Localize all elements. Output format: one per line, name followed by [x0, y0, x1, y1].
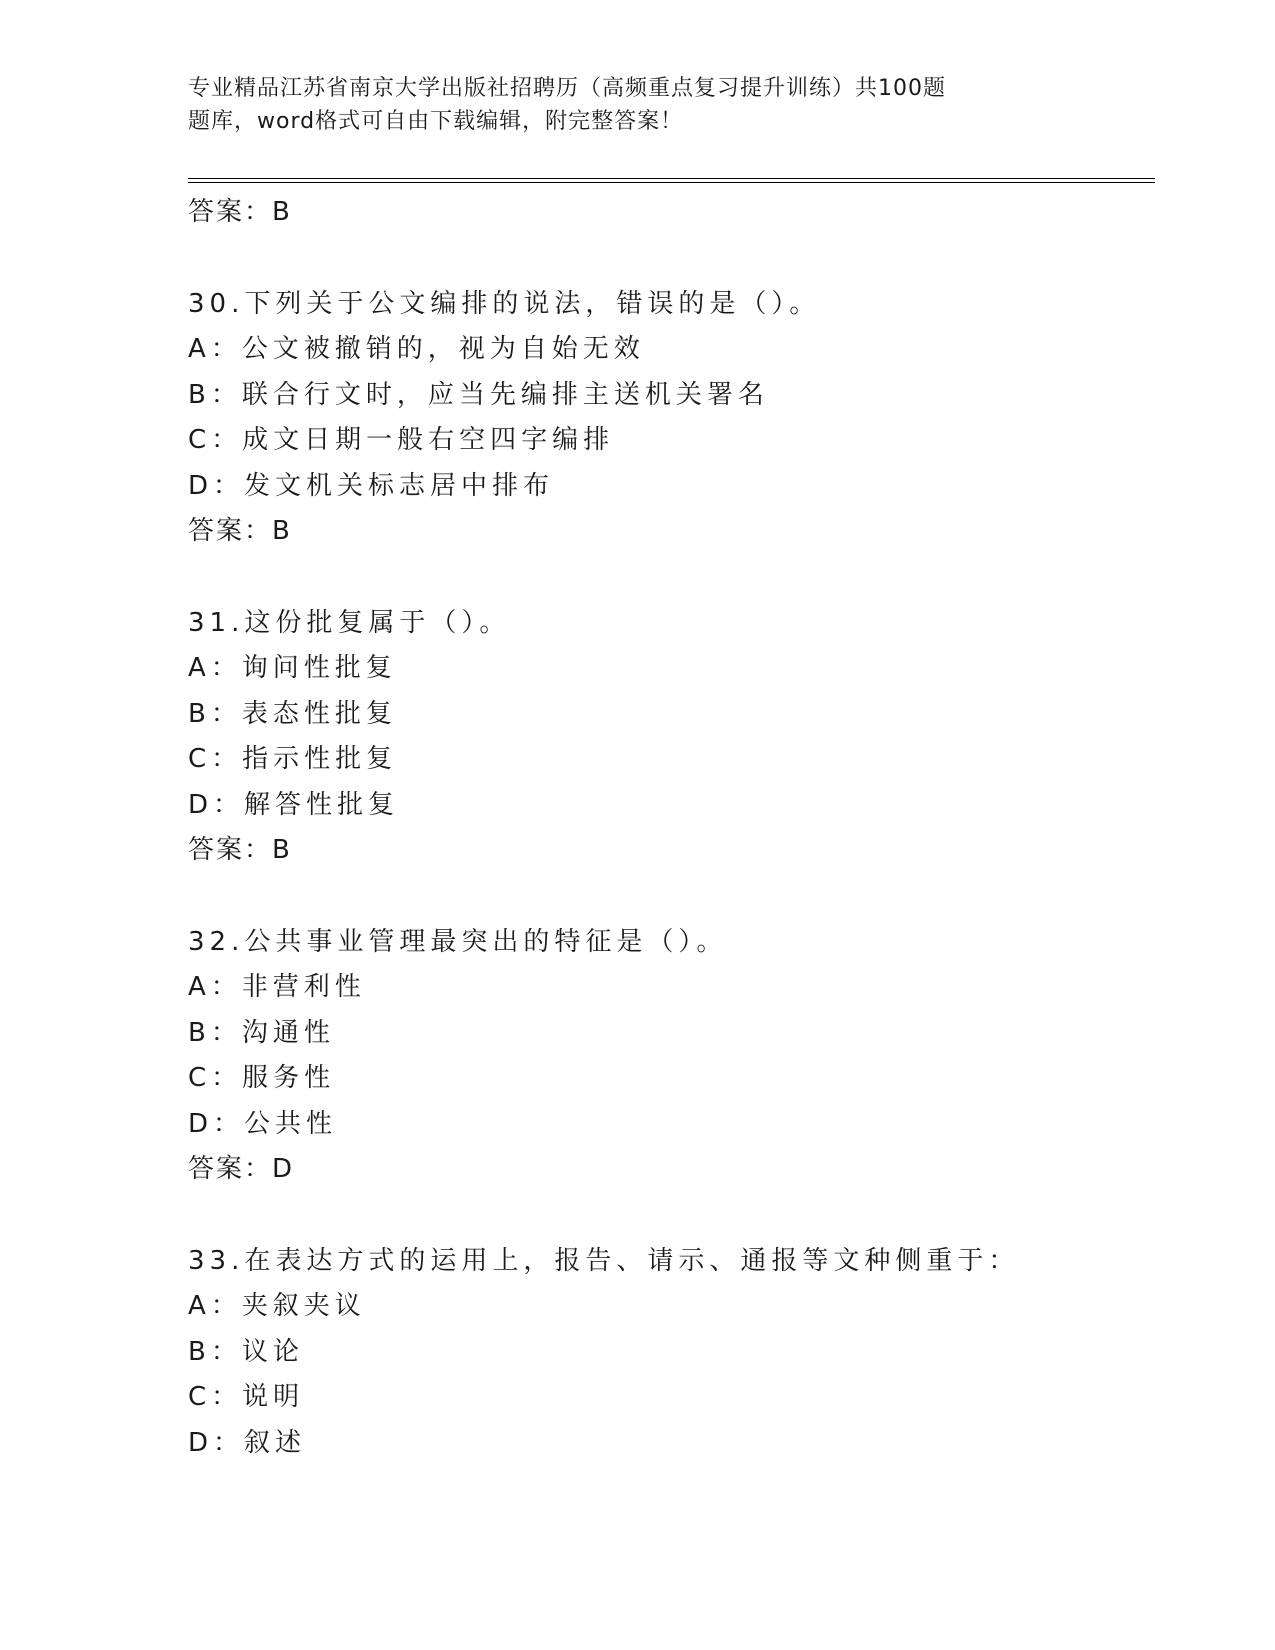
answer-line: 答案：D [188, 1154, 295, 1184]
option-c: C：指示性批复 [188, 744, 398, 774]
option-d: D：叙述 [188, 1427, 307, 1458]
header-line-1: 专业精品江苏省南京大学出版社招聘历（高频重点复习提升训练）共100题 [188, 76, 946, 101]
option-c: C：说明 [188, 1382, 305, 1412]
spacer [188, 1193, 1148, 1239]
answer-line: 答案：B [188, 835, 292, 865]
option-d: D：公共性 [188, 1108, 338, 1139]
option-a: A：夹叙夹议 [188, 1291, 366, 1321]
option-b: B：沟通性 [188, 1017, 335, 1048]
question-list [188, 190, 1148, 1466]
question-block-30 [188, 282, 1148, 555]
option-a: A：非营利性 [188, 972, 366, 1002]
spacer [188, 555, 1148, 601]
page-header [188, 72, 1018, 138]
option-d: D：解答性批复 [188, 789, 400, 820]
header-double-rule [188, 178, 1155, 183]
answer-line: 答案：B [188, 197, 292, 227]
spacer [188, 236, 1148, 282]
option-b: B：议论 [188, 1336, 304, 1367]
option-a: A：公文被撤销的，视为自始无效 [188, 334, 645, 364]
spacer [188, 874, 1148, 920]
option-a: A：询问性批复 [188, 653, 397, 683]
option-c: C：服务性 [188, 1063, 336, 1093]
header-line-2: 题库，word格式可自由下载编辑，附完整答案！ [188, 109, 684, 134]
option-b: B：表态性批复 [188, 698, 397, 729]
option-d: D：发文机关标志居中排布 [188, 470, 555, 501]
option-b: B：联合行文时，应当先编排主送机关署名 [188, 379, 769, 410]
question-block-31 [188, 601, 1148, 874]
question-text: 30.下列关于公文编排的说法，错误的是（）。 [188, 288, 821, 319]
question-block-32 [188, 920, 1148, 1193]
question-text: 33.在表达方式的运用上，报告、请示、通报等文种侧重于： [188, 1245, 1020, 1276]
option-c: C：成文日期一般右空四字编排 [188, 425, 615, 455]
question-block-33 [188, 1239, 1148, 1467]
answer-line: 答案：B [188, 516, 292, 546]
question-text: 32.公共事业管理最突出的特征是（）。 [188, 926, 728, 957]
question-text: 31.这份批复属于（）。 [188, 607, 511, 638]
